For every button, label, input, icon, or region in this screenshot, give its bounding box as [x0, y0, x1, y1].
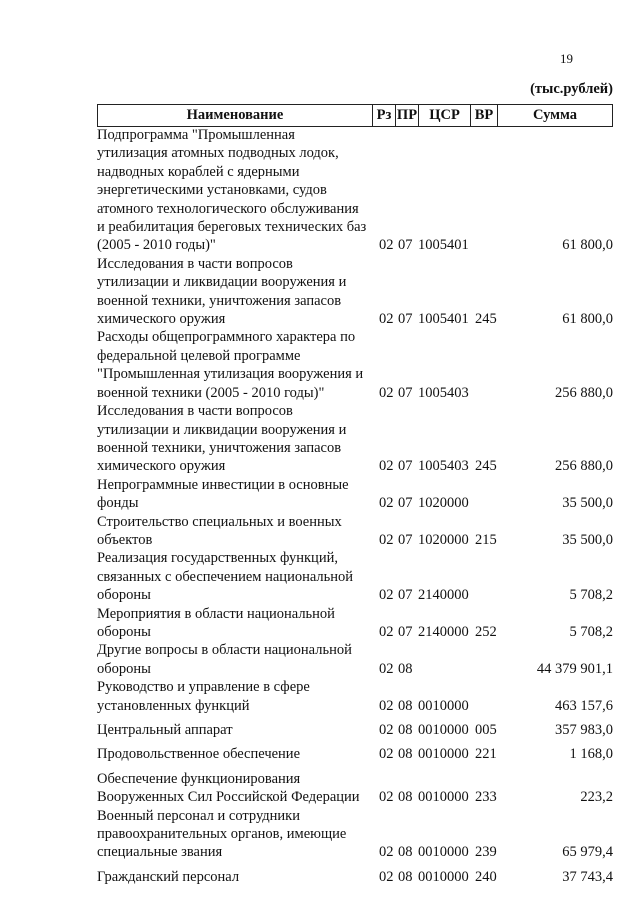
cell-name: Расходы общепрограммного характера по федеральной целевой программе "Промышленная утилизация вооружения и военной техники (2005 - 2010 годы)" — [97, 329, 364, 401]
table-row — [97, 807, 613, 862]
cell-vr: 215 — [475, 531, 497, 548]
cell-name: Исследования в части вопросов утилизации и ликвидации вооружения и военной техники, уничтожения запасов химического оружия — [97, 255, 347, 328]
cell-rz: 02 — [379, 623, 394, 640]
cell-pr: 07 — [398, 623, 413, 640]
cell-sum: 37 743,4 — [562, 868, 613, 885]
cell-csr: 0010000 — [418, 722, 469, 738]
table-row — [97, 745, 613, 763]
cell-name: Военный персонал и сотрудники правоохранительных органов, имеющие специальные звания — [97, 807, 347, 861]
cell-rz: 02 — [379, 237, 394, 254]
cell-csr: 0010000 — [418, 844, 469, 861]
cell-pr: 07 — [398, 384, 413, 401]
cell-sum: 256 880,0 — [555, 384, 613, 401]
table-row — [97, 641, 613, 678]
cell-sum: 35 500,0 — [562, 495, 613, 512]
cell-sum: 223,2 — [580, 789, 613, 806]
cell-name: Центральный аппарат — [97, 722, 233, 738]
cell-name: Обеспечение функционирования Вооруженных Сил Российской Федерации — [97, 770, 360, 806]
table-row — [97, 328, 613, 402]
cell-sum: 61 800,0 — [562, 237, 613, 254]
cell-sum: 256 880,0 — [555, 458, 613, 475]
header-sum: Сумма — [532, 107, 578, 123]
cell-name: Руководство и управление в сфере установленных функций — [97, 679, 310, 714]
cell-pr: 07 — [398, 531, 413, 548]
cell-name: Продовольственное обеспечение — [97, 746, 300, 763]
cell-name: Подпрограмма "Промышленная утилизация атомных подводных лодок, надводных кораблей с ядерными энергетическими установками, судов атомного технологического обслуживания и реабилитация береговых технических баз (2005 - 2010 годы)" — [97, 127, 367, 254]
cell-csr: 1005403 — [418, 458, 469, 475]
cell-sum: 357 983,0 — [555, 722, 613, 738]
cell-pr: 07 — [398, 587, 413, 604]
cell-pr: 08 — [398, 789, 413, 806]
cell-vr: 005 — [475, 722, 497, 738]
cell-csr: 1005401 — [418, 311, 469, 328]
cell-rz: 02 — [379, 697, 394, 714]
page-number: 19 — [560, 51, 573, 66]
header-csr: ЦСР — [419, 105, 471, 126]
cell-vr: 245 — [475, 311, 497, 328]
cell-rz: 02 — [379, 746, 394, 763]
cell-rz: 02 — [379, 384, 394, 401]
cell-rz: 02 — [379, 844, 394, 861]
cell-csr: 0010000 — [418, 746, 469, 763]
cell-csr: 0010000 — [418, 697, 469, 714]
cell-csr: 1005401 — [418, 237, 469, 254]
cell-vr: 252 — [475, 623, 497, 640]
cell-pr: 07 — [398, 237, 413, 254]
table-header — [97, 104, 613, 127]
cell-rz: 02 — [379, 458, 394, 475]
cell-pr: 08 — [398, 722, 413, 738]
cell-rz: 02 — [379, 587, 394, 604]
cell-pr: 07 — [398, 458, 413, 475]
table-row — [97, 721, 613, 739]
cell-sum: 5 708,2 — [569, 587, 613, 604]
cell-sum: 44 379 901,1 — [536, 660, 613, 677]
cell-sum: 5 708,2 — [569, 623, 613, 640]
table-row — [97, 402, 613, 476]
cell-pr: 08 — [398, 746, 413, 763]
cell-pr: 07 — [398, 311, 413, 328]
cell-csr: 1005403 — [418, 384, 469, 401]
cell-sum: 61 800,0 — [562, 311, 613, 328]
cell-csr: 0010000 — [418, 789, 469, 806]
cell-pr: 08 — [398, 660, 413, 677]
cell-vr: 245 — [475, 458, 497, 475]
cell-name: Исследования в части вопросов утилизации и ликвидации вооружения и военной техники, уничтожения запасов химического оружия — [97, 403, 347, 475]
cell-csr: 0010000 — [418, 868, 469, 885]
cell-rz: 02 — [379, 660, 394, 677]
cell-pr: 07 — [398, 495, 413, 512]
cell-sum: 1 168,0 — [569, 746, 613, 763]
cell-pr: 08 — [398, 844, 413, 861]
table-body — [97, 126, 613, 886]
units-label: (тыс.рублей) — [530, 81, 613, 97]
cell-name: Строительство специальных и военных объектов — [97, 513, 342, 548]
cell-vr: 239 — [475, 844, 497, 861]
cell-vr: 221 — [475, 746, 497, 763]
table-row — [97, 868, 613, 886]
cell-vr: 240 — [475, 868, 497, 885]
cell-rz: 02 — [379, 789, 394, 806]
cell-sum: 65 979,4 — [562, 844, 613, 861]
cell-name: Гражданский персонал — [97, 868, 240, 885]
cell-sum: 463 157,6 — [555, 697, 613, 714]
cell-rz: 02 — [379, 311, 394, 328]
table-row — [97, 770, 613, 807]
header-pr: ПР — [396, 105, 419, 126]
table-row — [97, 513, 613, 550]
cell-csr: 1020000 — [418, 495, 469, 512]
cell-vr: 233 — [475, 789, 497, 806]
table-row — [97, 255, 613, 329]
cell-name: Реализация государственных функций, связанных с обеспечением национальной обороны — [97, 550, 354, 604]
cell-csr: 2140000 — [418, 623, 469, 640]
cell-rz: 02 — [379, 495, 394, 512]
table-row — [97, 678, 613, 715]
cell-name: Мероприятия в области национальной обороны — [97, 605, 335, 640]
table-row — [97, 605, 613, 642]
table-row — [97, 549, 613, 604]
cell-name: Непрограммные инвестиции в основные фонды — [97, 476, 349, 512]
cell-pr: 08 — [398, 697, 413, 714]
header-name: Наименование — [98, 105, 373, 126]
cell-rz: 02 — [379, 531, 394, 548]
cell-name: Другие вопросы в области национальной обороны — [97, 642, 352, 677]
cell-csr: 1020000 — [418, 531, 469, 548]
cell-rz: 02 — [379, 722, 394, 738]
header-rz: Рз — [373, 105, 396, 126]
header-vr: ВР — [471, 105, 498, 126]
cell-csr: 2140000 — [418, 587, 469, 604]
table-row — [97, 476, 613, 513]
table-row — [97, 126, 613, 255]
cell-sum: 35 500,0 — [562, 531, 613, 548]
cell-pr: 08 — [398, 868, 413, 885]
cell-rz: 02 — [379, 868, 394, 885]
